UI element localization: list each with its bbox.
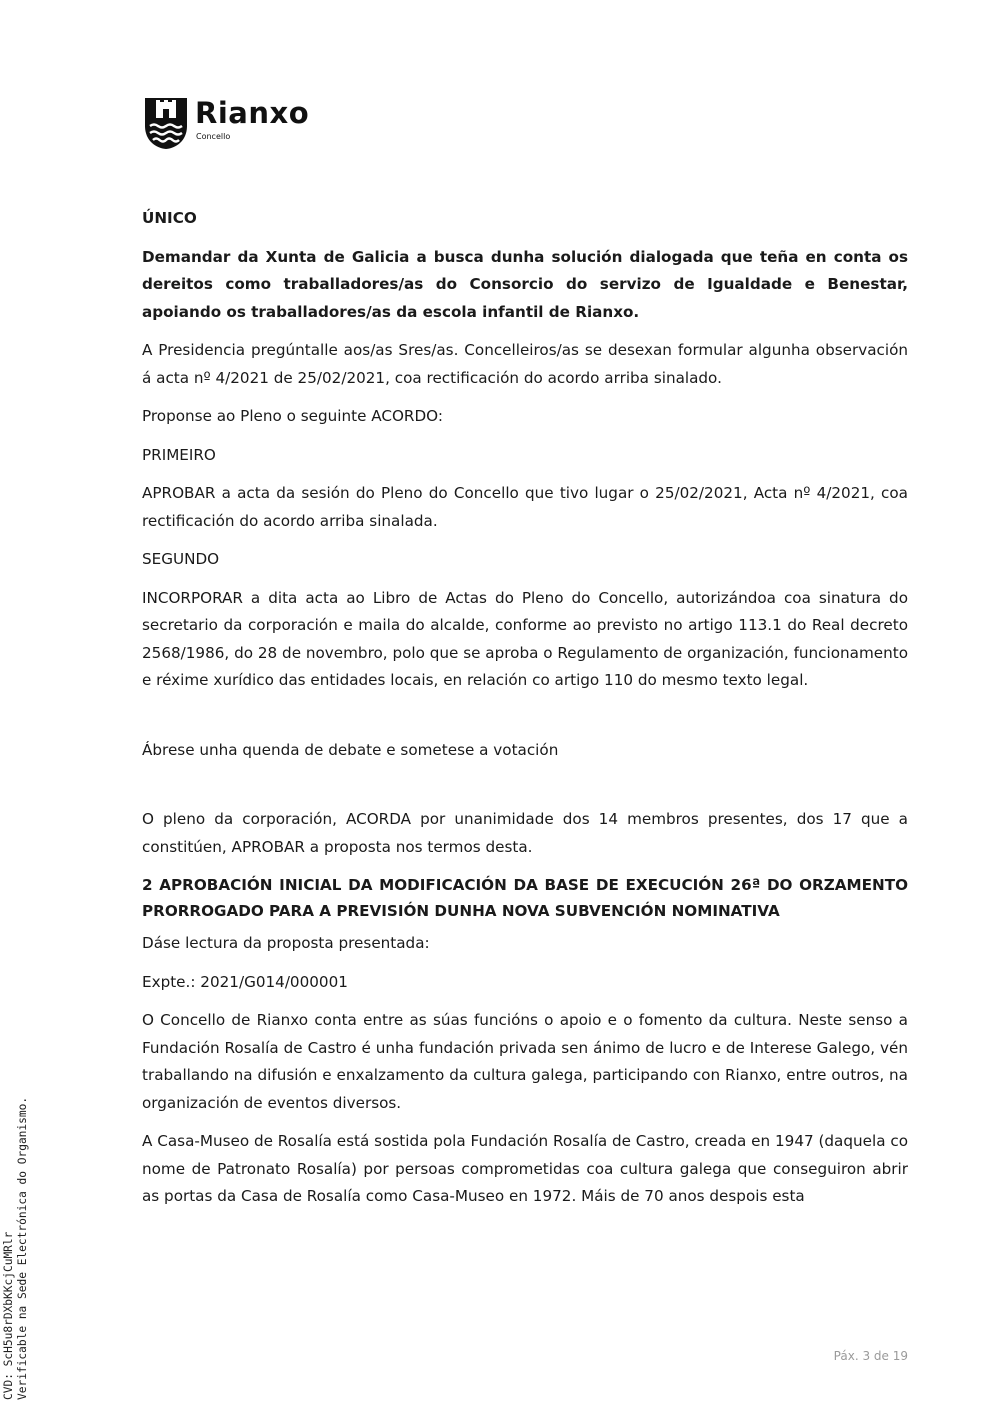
incorporar-paragraph: INCORPORAR a dita acta ao Libro de Actas do Pleno do Concello, autorizándoa coa sinatura do secretario da corporación e maila do alcalde, conforme ao previsto no artigo 113.1 do Real decreto 2568/1986, do 28 de novembro, polo que se aproba o Regulamento de organización, funcionamento e réxime xurídico das entidades locais, en relación co artigo 110 do mesmo texto legal. — [142, 588, 908, 689]
casa-museo-paragraph: A Casa-Museo de Rosalía está sostida pola Fundación Rosalía de Castro, creada en 1947 (daquela co nome de Patronato Rosalía) por persoas comprometidas coa cultura galega que conseguiron abrir as portas da Casa de Rosalía como Casa-Museo en 1972. Máis de 70 anos despois esta — [142, 1132, 908, 1205]
dase-paragraph: Dáse lectura da proposta presentada: — [142, 934, 430, 952]
aprobar-paragraph: APROBAR a acta da sesión do Pleno do Concello que tivo lugar o 25/02/2021, Acta nº 4/2021, coa rectificación do acordo arriba sinalada. — [142, 484, 908, 530]
page-number: Páx. 3 de 19 — [833, 1349, 908, 1363]
primeiro-label: PRIMEIRO — [142, 445, 216, 464]
verification-note: Verificable na Sede Electrónica do Organismo. — [16, 1096, 29, 1400]
agenda-item-2-heading: 2 APROBACIÓN INICIAL DA MODIFICACIÓN DA BASE DE EXECUCIÓN 26ª DO ORZAMENTO PRORROGADO PARA A PREVISIÓN DUNHA NOVA SUBVENCIÓN NOMINATIVA — [142, 876, 908, 920]
pleno-result-paragraph: O pleno da corporación, ACORDA por unanimidade dos 14 membros presentes, dos 17 que a constitúen, APROBAR a proposta nos termos desta. — [142, 810, 908, 856]
document-body — [142, 205, 908, 1222]
demand-paragraph: Demandar da Xunta de Galicia a busca dunha solución dialogada que teña en conta os dereitos como traballadores/as do Consorcio do servizo de Igualdade e Benestar, apoiando os traballadores/as da escola infantil de Rianxo. — [142, 247, 908, 321]
verification-sidebar — [2, 1097, 30, 1400]
cvd-code: CVD: ScH5u8rDXbKKcjCuMRlr — [2, 1231, 15, 1400]
proponse-paragraph: Proponse ao Pleno o seguinte ACORDO: — [142, 407, 443, 425]
coat-of-arms-icon — [143, 96, 189, 150]
logo-subtitle: Concello — [196, 132, 231, 141]
section-unico-heading: ÚNICO — [142, 209, 197, 227]
expte-paragraph: Expte.: 2021/G014/000001 — [142, 972, 348, 991]
presidencia-paragraph: A Presidencia pregúntalle aos/as Sres/as. Concelleiros/as se desexan formular algunha observación á acta nº 4/2021 de 25/02/2021, coa rectificación do acordo arriba sinalado. — [142, 341, 908, 387]
concello-logo — [143, 96, 343, 152]
logo-wordmark: Rianxo — [195, 96, 310, 130]
abrese-paragraph: Ábrese unha quenda de debate e sometese a votación — [142, 740, 559, 759]
segundo-label: SEGUNDO — [142, 550, 220, 568]
concello-paragraph: O Concello de Rianxo conta entre as súas funcións o apoio e o fomento da cultura. Neste senso a Fundación Rosalía de Castro é unha fundación privada sen ánimo de lucro e de Interese Galego, vén traballando na difusión e enxalzamento da cultura galega, participando con Rianxo, entre outros, na organización de eventos diversos. — [142, 1011, 908, 1112]
